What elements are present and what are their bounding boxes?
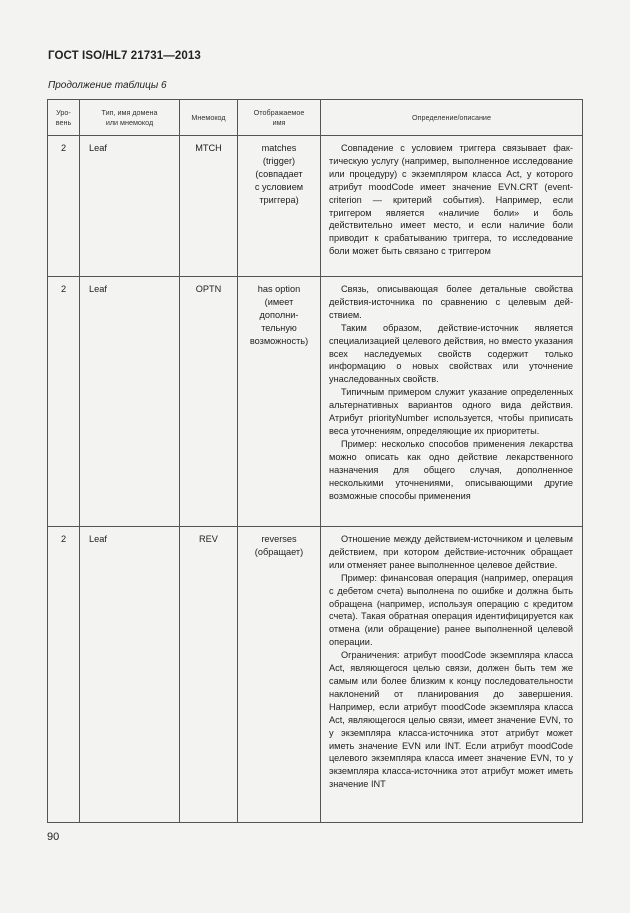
definition-paragraph: Пример: несколько способов применения лекарства можно описать как одно действие лекарственного назначения для общего случая, дополненное несколькими уточнениями, описывающими другие возможные способы применения: [329, 438, 573, 501]
header-display-line: имя: [272, 117, 286, 127]
document-header: ГОСТ ISO/HL7 21731—2013: [48, 50, 201, 62]
row-mnemonic: REV: [180, 527, 238, 823]
header-level-line: вень: [55, 117, 72, 127]
row-definition: [321, 136, 583, 277]
row-display-name: [238, 136, 321, 277]
row-display-name: [238, 527, 321, 823]
display-name-line: триггера): [259, 194, 299, 205]
row-display-name: [238, 277, 321, 527]
display-name-line: (имеет: [264, 296, 294, 307]
display-name-line: (обращает): [254, 546, 304, 557]
page-number: 90: [47, 831, 60, 843]
row-mnemonic: MTCH: [180, 136, 238, 277]
header-type-line: или мнемокод: [105, 117, 154, 127]
definition-paragraph: Таким образом, действие-источник является специализацией целевого действия, но вместо указания всех наследуемых свойств содержит только информацию о новых свойствах или уточнение унаследованных свойств.: [329, 322, 573, 385]
display-name-line: (совпадает: [255, 168, 303, 179]
display-name-line: reverses: [261, 534, 297, 544]
header-level-line: Уро-: [56, 107, 71, 117]
row-level: 2: [48, 136, 80, 277]
row-definition: [321, 277, 583, 527]
table-header-row: [48, 100, 583, 136]
row-type: Leaf: [80, 277, 180, 527]
row-level: 2: [48, 527, 80, 823]
display-name-line: возможность): [249, 335, 309, 346]
definition-paragraph: Пример: финансовая операция (например, операция с дебетом счета) выполнена по ошибке и должна быть обращена (например, используя операцию с кредитом счета). Такая обратная операция идентифицируется как отмена (или обращение) ранее выполненной целевой операции.: [329, 572, 573, 648]
header-mnemonic: [180, 100, 238, 136]
table-row: [48, 277, 583, 527]
table-row: [48, 527, 583, 823]
classification-table: [47, 99, 583, 823]
display-name-line: дополни-: [259, 309, 299, 320]
row-level: 2: [48, 277, 80, 527]
row-type: Leaf: [80, 136, 180, 277]
row-type: Leaf: [80, 527, 180, 823]
row-definition: [321, 527, 583, 823]
display-name-line: has option: [257, 284, 301, 294]
header-display-line: Отображаемое: [253, 107, 305, 117]
header-display: [238, 100, 321, 136]
header-definition: [321, 100, 583, 136]
definition-paragraph: Совпадение с условием триггера связывает фактическую услугу (например, выполненное исследование или процедуру) с экземпляром класса Act, у которого атрибут moodCode имеет значение EVN.CRT (event-criterion — критерий события). Например, если триггером является «наличие боли» и боль действительно имеет место, и если наличие боли приводит к срабатыванию триггера, то исследование боли может быть связано с триггером: [329, 143, 573, 257]
table-row: [48, 136, 583, 277]
table-caption: Продолжение таблицы 6: [48, 80, 167, 91]
definition-paragraph: Связь, описывающая более детальные свойства действия-источника по сравнению с целевым действием.: [329, 284, 573, 320]
display-name-line: (trigger): [262, 155, 296, 166]
definition-paragraph: Ограничения: атрибут moodCode экземпляра класса Act, являющегося целью связи, должен быть тем же самым или более близким к концу последовательности наклонений от планирования до завершения. Например, если атрибут moodCode экземпляра класса Act, являющегося целью связи, имеет значение EVN, то у экземпляра класса-источника этот атрибут может иметь значение EVN или INT. Если атрибут moodCode целевого экземпляра класса имеет значение EVN, то у экземпляра класса-источника этот атрибут может иметь значение INT: [329, 650, 573, 790]
header-level: [48, 100, 80, 136]
display-name-line: с условием: [254, 181, 304, 192]
header-mnemonic-line: Мнемокод: [191, 112, 226, 122]
row-mnemonic: OPTN: [180, 277, 238, 527]
definition-paragraph: Отношение между действием-источником и целевым действием, при котором действие-источник обращает или отменяет ранее выполненное целевое действие.: [329, 534, 573, 570]
definition-paragraph: Типичным примером служит указание определенных альтернативных вариантов одного вида действия. Атрибут priorityNumber используется, чтобы приписать веса уточнениям, определяющие их приоритеты.: [329, 387, 573, 436]
display-name-line: matches: [261, 143, 297, 153]
display-name-line: тельную: [261, 322, 297, 333]
header-type: [80, 100, 180, 136]
header-definition-line: Определение/описание: [412, 112, 491, 122]
header-type-line: Тип, имя домена: [101, 107, 158, 117]
